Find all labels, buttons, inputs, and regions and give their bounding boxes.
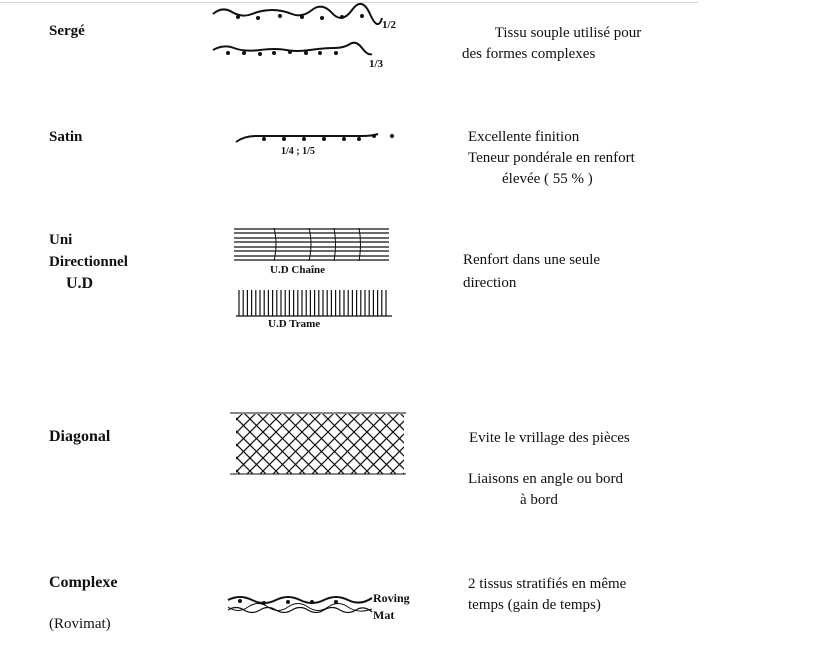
diagram-label: Roving bbox=[373, 591, 410, 605]
fabric-name: Sergé bbox=[49, 23, 85, 39]
fabric-name-sub: (Rovimat) bbox=[49, 616, 111, 632]
description-line: des formes complexes bbox=[462, 46, 596, 62]
diagram-label: Mat bbox=[373, 608, 395, 622]
description-line: Renfort dans une seule bbox=[463, 252, 601, 268]
ud-chaine-diagram bbox=[234, 224, 394, 264]
description-line: direction bbox=[463, 275, 517, 291]
description bbox=[469, 428, 630, 449]
description-line: Evite le vrillage des pièces bbox=[469, 430, 630, 446]
description bbox=[463, 249, 600, 295]
satin-weave-diagram bbox=[234, 128, 399, 148]
diagram-label: 1/2 bbox=[382, 19, 397, 31]
fabric-name: Satin bbox=[49, 129, 83, 145]
description-line: élevée ( 55 % ) bbox=[502, 171, 593, 187]
top-border bbox=[0, 2, 698, 3]
description bbox=[468, 127, 635, 190]
diagonal-weave-diagram bbox=[230, 410, 410, 480]
fabric-name bbox=[49, 229, 128, 295]
complexe-weave-diagram bbox=[226, 590, 376, 620]
name-line: Directionnel bbox=[49, 254, 128, 270]
description-line: Liaisons en angle ou bord bbox=[468, 471, 623, 487]
diagram-label: 1/4 ; 1/5 bbox=[281, 146, 315, 157]
diagram-label: U.D Chaîne bbox=[270, 264, 326, 276]
fabric-name: Complexe bbox=[49, 574, 118, 591]
description bbox=[462, 23, 662, 65]
description bbox=[468, 574, 626, 616]
description-line: temps (gain de temps) bbox=[468, 597, 601, 613]
description-line: à bord bbox=[520, 492, 558, 508]
name-line: Uni bbox=[49, 232, 73, 248]
description-line: Tissu souple utilisé pour bbox=[494, 25, 642, 41]
description-line: Excellente finition bbox=[468, 129, 580, 145]
diagram-label: U.D Trame bbox=[268, 318, 321, 330]
description bbox=[468, 469, 623, 511]
name-line: U.D bbox=[66, 275, 94, 292]
description-line: 2 tissus stratifiés en même bbox=[468, 576, 627, 592]
diagram-label: 1/3 bbox=[369, 58, 384, 70]
ud-trame-diagram bbox=[236, 286, 396, 320]
description-line: Teneur pondérale en renfort bbox=[468, 150, 635, 166]
fabric-name: Diagonal bbox=[49, 428, 111, 445]
